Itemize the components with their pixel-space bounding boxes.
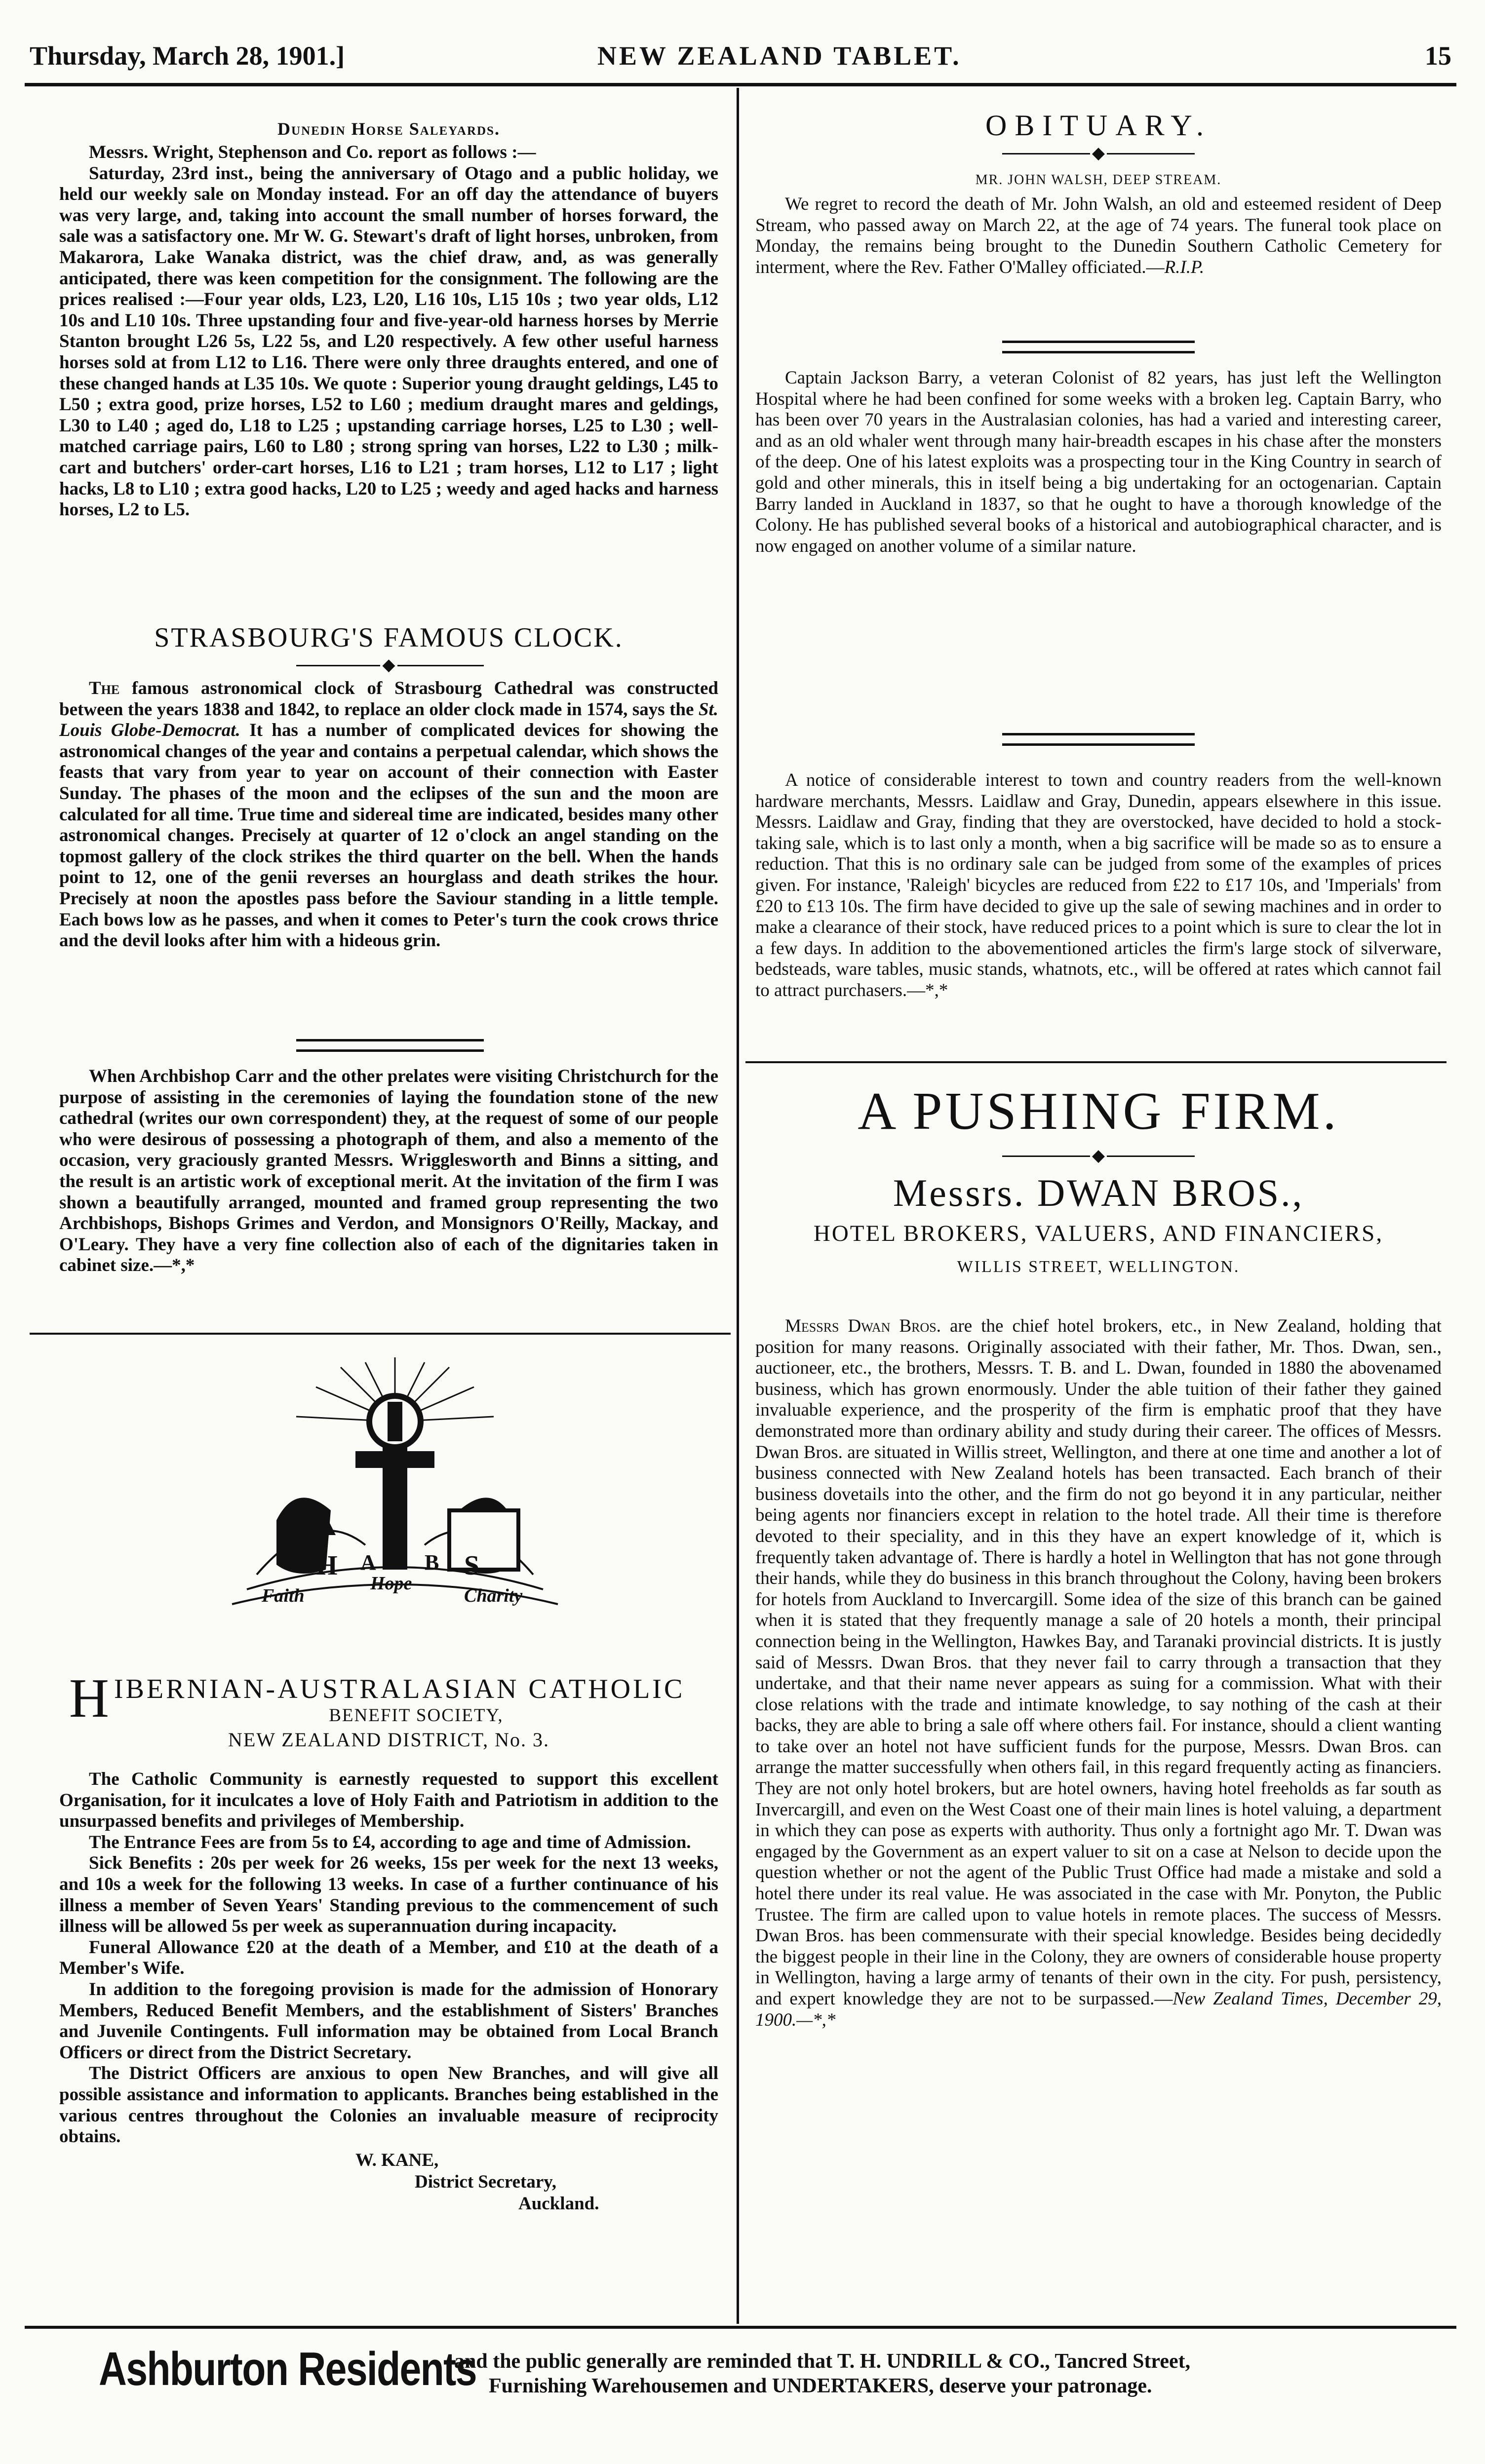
obituary-rip: R.I.P. [1164, 257, 1205, 277]
obituary-ornament: ◆ [755, 144, 1442, 163]
hibernian-notice [59, 1668, 718, 2215]
hibernian-para-4: Funeral Allowance £20 at the death of a Member, and £10 at the death of a Member's Wife. [59, 1937, 718, 1979]
dwan-article [755, 1081, 1442, 2031]
dwan-lead: Messrs Dwan Bros. [785, 1316, 941, 1336]
horse-sale-body: Saturday, 23rd inst., being the anniversary of Otago and a public holiday, we held our weekly sale on Monday instead. For an off day the attendance of buyers was very large, and, taking into account the small number of horses forward, the sale was a satisfactory one. Mr W. G. Stewart's draft of light horses, unbroken, from Makarora, Lake Wanaka district, was the chief draw, and, as was generally anticipated, there was keen competition for the consignment. The following are the prices realised :—Four year olds, L23, L20, L16 10s, L15 10s ; two year olds, L12 10s and L10 10s. Three upstanding four and five-year-old harness horses by Merrie Stanton brought L26 5s, L22 5s, and L20 respectively. A few other useful harness horses sold at from L12 to L16. There were only three draughts entered, and one of these changed hands at L35 10s. We quote : Superior young draught geldings, L45 to L50 ; extra good, prize horses, L52 to L60 ; medium draught mares and geldings, L30 to L40 ; aged do, L18 to L25 ; upstanding carriage horses, L25 to L30 ; well-matched carriage pairs, L60 to L80 ; strong spring van horses, L22 to L30 ; milk-cart and butchers' order-cart horses, L16 to L21 ; tram horses, L12 to L17 ; light hacks, L8 to L10 ; extra good hacks, L20 to L25 ; weedy and aged hacks and harness horses, L2 to L5. [59, 163, 718, 520]
emblem-motto-charity: Charity [464, 1585, 523, 1606]
obituary-subheading: MR. JOHN WALSH, DEEP STREAM. [975, 172, 1222, 188]
hibernian-para-5: In addition to the foregoing provision is made for the admission of Honorary Members, Reduced Benefit Members, and the establishment of Sisters' Branches and Juvenile Contingents. Full information may be obtained from Local Branch Officers or direct from the District Secretary. [59, 1979, 718, 2063]
laidlaw-article [755, 770, 1442, 1001]
hibernian-para-1: The Catholic Community is earnestly requested to support this excellent Organisation, for it inculcates a love of Holy Faith and Patriotism in addition to the unsurpassed benefits and privileges of Membership. [59, 1769, 718, 1832]
signature-title: District Secretary, [415, 2171, 556, 2192]
emblem-motto-faith: Faith [262, 1585, 305, 1606]
hibernian-title: IBERNIAN-AUSTRALASIAN CATHOLIC [114, 1674, 685, 1704]
section-rule [30, 1333, 731, 1335]
obituary-body: We regret to record the death of Mr. John Walsh, an old and esteemed resident of Deep Stream, who passed away on March 22, at the age of 74 years. The funeral took place on Monday, the remains being brought to the Dunedin Southern Catholic Cemetery for interment, where the Rev. Father O'Malley officiated.—R.I.P. [755, 194, 1442, 277]
ad-text [454, 2349, 1432, 2398]
dwan-trade-line: HOTEL BROKERS, VALUERS, AND FINANCIERS, [813, 1221, 1384, 1246]
clock-body: The famous astronomical clock of Strasbourg Cathedral was constructed between the years 1838 and 1842, to replace an older clock made in 1574, says the St. Louis Globe-Democrat. It has a number of complicated devices for showing the astronomical changes of the year and contains a perpetual calendar, which shows the feasts that vary from year to year on account of their connection with Easter Sunday. The phases of the moon and the eclipses of the sun and the moon are calculated for all time. True time and sidereal time are indicated, besides many other astronomical changes. Precisely at quarter of 12 o'clock an angel standing on the topmost gallery of the clock strikes the third quarter on the bell. When the hands point to 12, one of the genii reverses an hourglass and death strikes the hour. Precisely at noon the apostles pass before the Saviour standing in a little temple. Each bows low as he passes, and when it comes to Peter's turn the cook crows thrice and the devil looks after him with a hideous grin. [59, 678, 718, 951]
separator-rule [296, 1039, 484, 1052]
emblem-letter-h: H [316, 1550, 338, 1581]
emblem-letter-s: S [464, 1550, 480, 1581]
hibernian-subtitle-1: BENEFIT SOCIETY, [329, 1705, 504, 1726]
clock-article [59, 622, 718, 952]
horse-sale-intro: Messrs. Wright, Stephenson and Co. report as follows :— [89, 142, 536, 162]
running-header [30, 40, 1451, 80]
archbishop-article [59, 1066, 718, 1276]
barry-body: Captain Jackson Barry, a veteran Colonist of 82 years, has just left the Wellington Hospital where he had been confined for some weeks with a broken leg. Captain Barry, who has been over 70 years in the Australasian colonies, has had a varied and interesting career, and as an old whaler went through many hair-breadth escapes in his chase after the monsters of the deep. One of his latest exploits was a prospecting tour in the King Country in search of gold and other minerals, this in itself being a big undertaking for an octogenarian. Captain Barry landed in Auckland in 1837, so that he ought to have a thorough knowledge of the Colony. He has published several books of a historical and autobiographical character, and is now engaged on another volume of a similar nature. [755, 368, 1442, 556]
hibernian-dropcap: H [69, 1668, 109, 1729]
archbishop-body: When Archbishop Carr and the other prelates were visiting Christchurch for the purpose of assisting in the ceremonies of laying the foundation stone of the new cathedral (writes our own correspondent) they, at the request of some of our people who were desirous of possessing a photograph of them, and also a memento of the occasion, very graciously granted Messrs. Wrigglesworth and Binns a sitting, and the result is an artistic work of exceptional merit. At the invitation of the firm I was shown a beautifully arranged, mounted and framed group representing the two Archbishops, Bishops Grimes and Verdon, and Monsignors O'Reilly, Mackay, and O'Leary. They have a very fine collection also of each of the dignitaries taken in cabinet size.—*,* [59, 1066, 718, 1276]
ad-line-1: and the public generally are reminded that T. H. UNDRILL & CO., Tancred Street, [454, 2350, 1191, 2373]
ad-brand: Ashburton Residents [99, 2343, 476, 2395]
dwan-body: Messrs Dwan Bros. are the chief hotel brokers, etc., in New Zealand, holding that position for many reasons. Originally associated with their father, Mr. Thos. Dwan, sen., auctioneer, etc., the brothers, Messrs. T. B. and L. Dwan, founded in 1880 the abovenamed business, which has grown enormously. Under the able tuition of their father they gained invaluable experience, and the prosperity of the firm is emphatic proof that they have demonstrated more than ordinary ability and study during their career. The offices of Messrs. Dwan Bros. are situated in Willis street, Wellington, and there at one time and another a lot of business connected with New Zealand hotels has been transacted. Each branch of their business dovetails into the other, and the firm do not go beyond it in any particular, neither being agents nor financiers except in relation to the hotel trade. All their time is therefore devoted to their speciality, and in this they have an expert knowledge of it, which is frequently taken advantage of. There is hardly a hotel in Wellington that has not gone through their hands, while they do business in this branch throughout the Colony, having been brokers for hotels from Auckland to Invercargill. Some idea of the size of this branch can be gained when it is stated that they frequently manage a sale of 20 hotels a month, their principal connection being in the Wellington, Hawkes Bay, and Taranaki provincial districts. It is justly said of Messrs. Dwan Bros. that they never fail to carry through a transaction that they undertake, and that their name never appears as suing for a commission. What with their close relations with the trade and intimate knowledge, to say nothing of the cash at their backs, they are able to bring a sale off where others fail. For instance, should a client wanting to take over an hotel not have sufficient funds for the purpose, Messrs. Dwan Bros. can arrange the matter successfully when others fail, in this regard frequently acting as financiers. They are not only hotel brokers, but are hotel owners, having hotel freeholds as far south as Invercargill, and even on the West Coast one of their main lines is hotel valuing, a department in which they can pose as experts with authority. Thus only a fortnight ago Mr. T. Dwan was engaged by the Government as an expert valuer to sit on a case at Nelson to decide upon the question whether or not the agent of the Public Trust Office had made a mistake and sold a hotel there under its real value. He was associated in the case with Mr. Ponyton, the Public Trustee. The firm are called upon to value hotels in remote places. The success of Messrs. Dwan Bros. has been commensurate with their special knowledge. Besides being decidedly the biggest people in their line in the Colony, they are owners of considerable house property in Wellington, having a large army of tenants of their own in the city. For push, persistency, and expert knowledge they are not to be surpassed.—New Zealand Times, December 29, 1900.—*,* [755, 1316, 1442, 2030]
hibernian-para-3: Sick Benefits : 20s per week for 26 weeks, 15s per week for the next 13 weeks, and 10s a week for the following 13 weeks. In case of a further continuance of his illness a member of Seven Years' Standing previous to the commencement of such illness will be allowed 5s per week as superannuation during incapacity. [59, 1853, 718, 1937]
dwan-source: New Zealand Times, December 29, 1900.—*,* [755, 1989, 1442, 2030]
emblem-letter-b: B [425, 1550, 439, 1575]
emblem-letter-a: A [360, 1550, 376, 1575]
clock-ornament: ◆ [59, 655, 718, 675]
signature-name: W. KANE, [355, 2150, 439, 2170]
dwan-heading: A PUSHING FIRM. [858, 1082, 1339, 1141]
undrill-advertisement [99, 2342, 1432, 2421]
issue-date: Thursday, March 28, 1901.] [30, 41, 345, 71]
separator-rule [1002, 341, 1195, 353]
hibernian-subtitle-2: NEW ZEALAND DISTRICT, No. 3. [228, 1729, 550, 1751]
dwan-firm-name: Messrs. DWAN BROS., [893, 1171, 1304, 1214]
clock-lead: The [89, 678, 120, 698]
ad-line-2: Furnishing Warehousemen and UNDERTAKERS, deserve your patronage. [489, 2375, 1152, 2397]
signature-place: Auckland. [518, 2193, 599, 2214]
emblem-motto-hope: Hope [370, 1573, 412, 1594]
section-rule [745, 1061, 1446, 1063]
header-rule [25, 83, 1456, 86]
clock-source: St. Louis Globe-Democrat. [59, 699, 718, 741]
dwan-address: WILLIS STREET, WELLINGTON. [957, 1258, 1240, 1276]
horse-sale-heading: Dunedin Horse Saleyards. [277, 119, 500, 139]
laidlaw-body: A notice of considerable interest to town and country readers from the well-known hardware merchants, Messrs. Laidlaw and Gray, Dunedin, appears elsewhere in this issue. Messrs. Laidlaw and Gray, finding that they are overstocked, have decided to hold a stock-taking sale, which is to last only a month, when a big sacrifice will be made so as to ensure a reduction. That this is no ordinary sale can be judged from some of the examples of prices given. For instance, 'Raleigh' bicycles are reduced from £22 to £17 10s, and 'Imperials' from £20 to £13 10s. The firm have decided to give up the sale of sewing machines and in order to make a clearance of their stock, have reduced prices to a point which is sure to clear the lot in a few days. In addition to the abovementioned articles the firm's large stock of silverware, bedsteads, ware tables, music stands, whatnots, etc., will be offered at rates which cannot fail to attract purchasers.—*,* [755, 770, 1442, 1001]
page-number: 15 [1425, 41, 1451, 71]
dwan-ornament: ◆ [755, 1146, 1442, 1166]
hibernian-emblem [217, 1357, 573, 1673]
hibernian-para-2: The Entrance Fees are from 5s to £4, according to age and time of Admission. [89, 1832, 691, 1852]
footer-rule [25, 2326, 1456, 2329]
barry-article [755, 368, 1442, 557]
horse-sale-article [59, 118, 718, 521]
obituary-article [755, 109, 1442, 278]
hibernian-para-6: The District Officers are anxious to open New Branches, and will give all possible assistance and information to applicants. Branches being established in the various centres throughout the Colonies an invaluable measure of reciprocity obtains. [59, 2063, 718, 2147]
clock-heading: STRASBOURG'S FAMOUS CLOCK. [154, 622, 624, 653]
obituary-heading: OBITUARY. [985, 109, 1211, 142]
column-divider [737, 88, 739, 2324]
masthead-title: NEW ZEALAND TABLET. [597, 41, 962, 71]
separator-rule [1002, 733, 1195, 746]
